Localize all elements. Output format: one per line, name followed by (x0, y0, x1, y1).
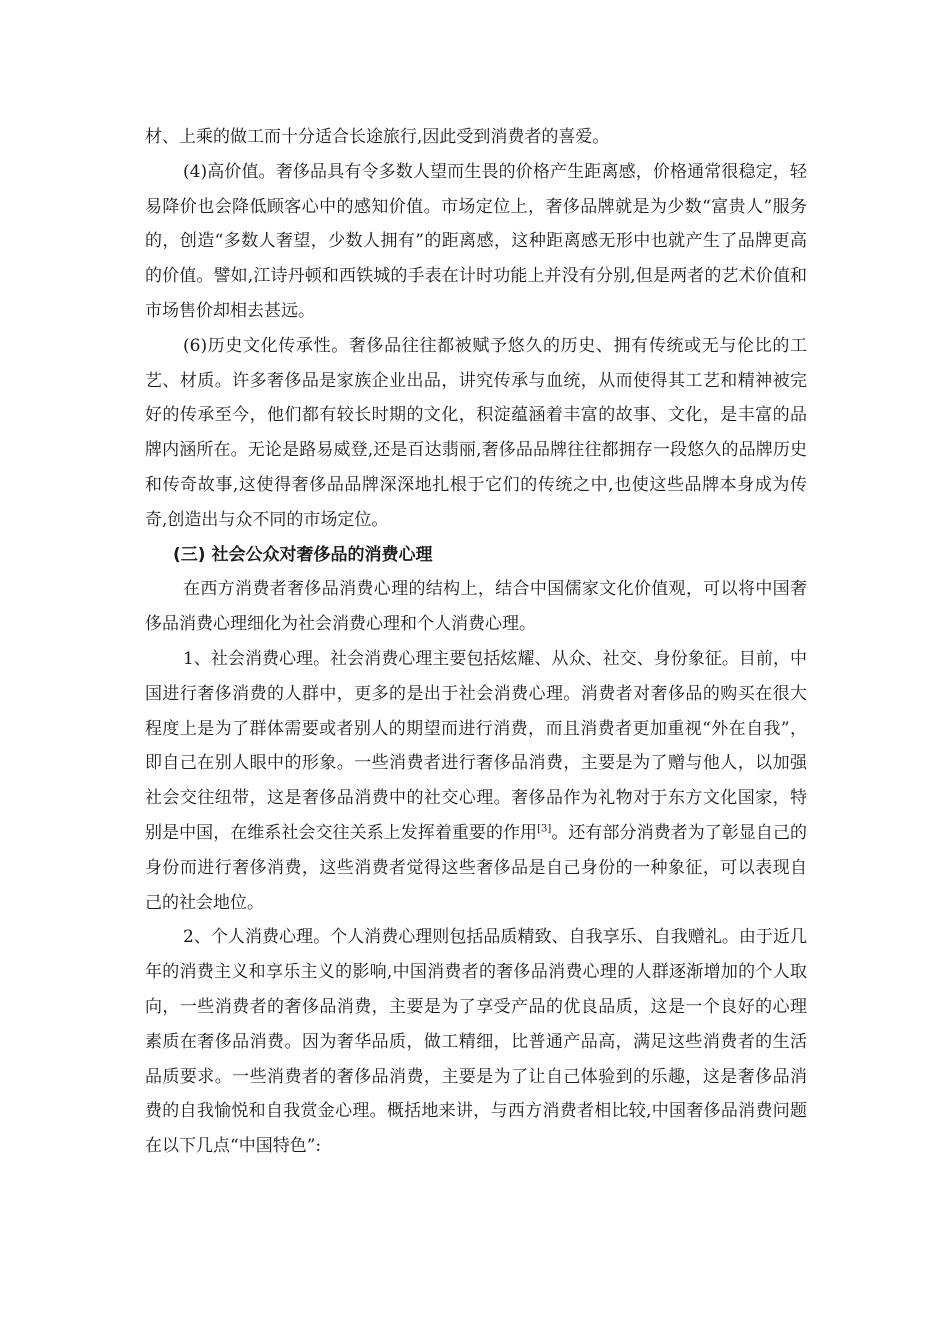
paragraph-social-psychology (145, 642, 807, 920)
section-heading: (三) 社会公众对奢侈品的消费心理 (173, 544, 433, 565)
paragraph-high-value: (4)高价值。奢侈品具有令多数人望而生畏的价格产生距离感，价格通常很稳定，轻易降价也会降低顾客心中的感知价值。市场定位上，奢侈品牌就是为少数“富贵人”服务的，创造“多数人奢望，少数人拥有”的距离感，这种距离感无形中也就产生了品牌更高的价值。譬如,江诗丹顿和西铁城的手表在计时功能上并没有分别,但是两者的艺术价值和市场售价却相去甚远。 (145, 161, 807, 321)
paragraph-heritage: (6)历史文化传承性。奢侈品往往都被赋予悠久的历史、拥有传统或无与伦比的工艺、材质。许多奢侈品是家族企业出品，讲究传承与血统，从而使得其工艺和精神被完好的传承至今，他们都有较长时期的文化，积淀蕴涵着丰富的故事、文化，是丰富的品牌内涵所在。无论是路易威登,还是百达翡丽,奢侈品品牌往往都拥存一段悠久的品牌历史和传奇故事,这使得奢侈品品牌深深地扎根于它们的传统之中,也使这些品牌本身成为传奇,创造出与众不同的市场定位。 (145, 335, 807, 530)
paragraph-social-text-b: 。还有部分消费者为了彰显自己的身份而进行奢侈消费，这些消费者觉得这些奢侈品是自己身份的一种象征，可以表现自己的社会地位。 (145, 822, 808, 913)
paragraph-personal-psychology: 2、个人消费心理。个人消费心理则包括品质精致、自我享乐、自我赠礼。由于近几年的消费主义和享乐主义的影响,中国消费者的奢侈品消费心理的人群逐渐增加的个人取向，一些消费者的奢侈品消费，主要是为了享受产品的优良品质，这是一个良好的心理素质在奢侈品消费。因为奢华品质，做工精细，比普通产品高，满足这些消费者的生活品质要求。一些消费者的奢侈品消费，主要是为了让自己体验到的乐趣，这是奢侈品消费的自我愉悦和自我赏金心理。概括地来讲，与西方消费者相比较,中国奢侈品消费问题在以下几点“中国特色”: (145, 927, 807, 1157)
document-page (145, 120, 807, 1164)
paragraph-continuation: 材、上乘的做工而十分适合长途旅行,因此受到消费者的喜爱。 (145, 127, 610, 147)
paragraph-intro: 在西方消费者奢侈品消费心理的结构上，结合中国儒家文化价值观，可以将中国奢侈品消费心理细化为社会消费心理和个人消费心理。 (145, 579, 807, 635)
paragraph-social-text-a: 1、社会消费心理。社会消费心理主要包括炫耀、从众、社交、身份象征。目前，中国进行奢侈消费的人群中，更多的是出于社会消费心理。消费者对奢侈品的购买在很大程度上是为了群体需要或者别人的期望而进行消费，而且消费者更加重视“外在自我”，即自己在别人眼中的形象。一些消费者进行奢侈品消费，主要是为了赠与他人，以加强社会交往纽带，这是奢侈品消费中的社交心理。奢侈品作为礼物对于东方文化国家，特别是中国，在维系社会交往关系上发挥着重要的作用 (145, 648, 807, 843)
citation-marker: [3] (537, 823, 552, 835)
